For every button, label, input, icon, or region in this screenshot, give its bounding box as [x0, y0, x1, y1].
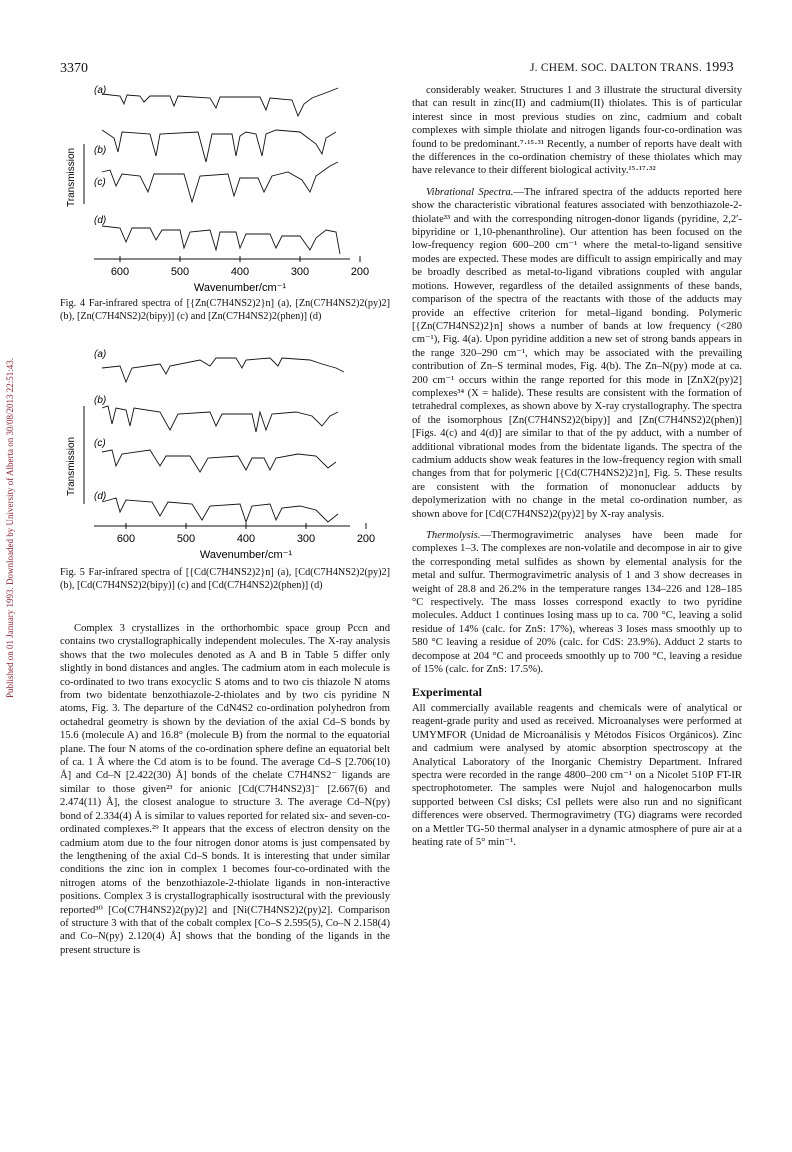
fig5-spectrum-c	[102, 450, 336, 472]
fig4-label-c: (c)	[94, 177, 106, 188]
fig4-label-d: (d)	[94, 215, 107, 226]
right-column-text	[412, 84, 742, 849]
fig5-tick-label: 400	[236, 533, 256, 545]
paragraph-vibrational-spectra	[412, 186, 742, 521]
journal-header	[530, 60, 734, 76]
fig4-label-a: (a)	[94, 85, 107, 96]
paragraph-structures-1-3: considerably weaker. Structures 1 and 3 illustrate the structural diversity that can result in zinc(II) and cadmium(II) thiolates. This is of particular interest since in most previous studies on zinc, cadmium and cobalt complexes with simple thiolate and nitrogen ligands four-co-ordination was found to be predominant.⁷·¹⁵·³¹ Recently, a number of reports have dealt with the differences in the co-ordination chemistry of these thiolates which may have relevance to their different biological activity.¹⁵·¹⁷·³²	[412, 85, 742, 177]
left-column-text	[60, 622, 390, 957]
journal-year: 1993	[705, 60, 734, 75]
thermolysis-body: —Thermogravimetric analyses have been made for complexes 1–3. The complexes are non-volatile and decompose in air to give the corresponding metal sulfides as shown by elemental analysis for the metal and sulfur. Thermogravimetric analysis of 1 and 3 show decreases in weight of 28.8 and 26.2% in the temperature ranges 134–226 and 128–185 °C respectively. The mass losses correspond exactly to two pyridine molecules. Adduct 1 continues losing mass up to ca. 700 °C, leaving a solid residue of 14% (calc. for ZnS: 17%), whereas 3 loses mass smoothly up to 580 °C leaving a residue of 20% (calc. for CdS: 23.9%). Adduct 2 starts to decompose at 204 °C and proceeds smoothly up to 700 °C, leaving a residue of 15% (calc. for ZnS: 17.5%).	[412, 530, 742, 676]
fig4-spectrum-a	[102, 88, 338, 116]
page-number: 3370	[60, 61, 88, 76]
fig5-tick-label: 600	[116, 533, 136, 545]
paragraph-experimental: All commercially available reagents and chemicals were of analytical or reagent-grade purity and used as received. Microanalyses were performed at UMYMFOR (Unidad de Microanálisis y Métodos Físicos Orgánicos). Zinc and cadmium were analysed by atomic absorption spectroscopy at the Analytical Laboratory of the Inorganic Chemistry Department. Infrared spectra were recorded in the range 4800–200 cm⁻¹ on a Nicolet 510P FT-IR spectrophotometer. The samples were Nujol and halogenocarbon mulls supported between CsI disks; CsI pellets were also run and no significant differences were observed. Thermogravimetry (TG) diagrams were recorded on a Mettler TG-50 thermal analyser in a dynamic atmosphere of pure air at a heating rate of 5° min⁻¹.	[412, 702, 742, 848]
fig5-y-axis-label: Transmission	[66, 436, 77, 496]
fig5-label-a: (a)	[94, 349, 107, 360]
section-heading-experimental: Experimental	[412, 685, 482, 700]
fig4-tick-label: 400	[230, 266, 250, 278]
run-in-heading-thermolysis: Thermolysis.	[426, 530, 481, 541]
fig5-label-d: (d)	[94, 491, 107, 502]
fig5-caption: Fig. 5 Far-infrared spectra of [{Cd(C7H4NS2)2}n] (a), [Cd(C7H4NS2)2(py)2] (b), [Cd(C7H4NS2)2(bipy)] (c) and [Cd(C7H4NS2)2(phen)] (d)	[60, 567, 390, 591]
fig4-tick-label: 600	[110, 266, 130, 278]
fig4-caption-block	[60, 298, 390, 323]
run-in-heading-vibrational: Vibrational Spectra.	[426, 186, 514, 198]
fig4-spectrum-b	[102, 130, 336, 162]
fig5-tick-label: 200	[356, 533, 376, 545]
fig5-caption-block	[60, 567, 390, 592]
fig4-spectrum-c	[102, 162, 338, 202]
fig5-spectrum-d	[102, 498, 338, 522]
fig5-tick-label: 300	[296, 533, 316, 545]
fig4-tick-label: 200	[350, 266, 370, 278]
fig4-caption: Fig. 4 Far-infrared spectra of [{Zn(C7H4NS2)2}n] (a), [Zn(C7H4NS2)2(py)2] (b), [Zn(C7H4NS2)2(bipy)] (c) and [Zn(C7H4NS2)2(phen)] (d)	[60, 298, 390, 322]
paragraph-thermolysis	[412, 529, 742, 676]
fig4-tick-label: 500	[170, 266, 190, 278]
figure-5-spectra	[60, 346, 390, 562]
fig4-spectrum-d	[102, 226, 340, 254]
fig4-y-axis-label: Transmission	[66, 147, 77, 207]
journal-name: J. CHEM. SOC. DALTON TRANS.	[530, 62, 702, 74]
fig5-label-c: (c)	[94, 438, 106, 449]
fig5-spectrum-a	[102, 358, 344, 382]
fig4-label-b: (b)	[94, 145, 107, 156]
vibrational-body: —The infrared spectra of the adducts reported here show the characteristic vibrational features associated with benzothiazole-2-thiolate³³ and with the corresponding nitrogen-donor ligands (pyridine, 2,2′-bipyridine or 1,10-phenanthroline). Our attention has been focused on the low-frequency region 600–200 cm⁻¹ where the metal-to-ligand sensitive modes are expected. These modes are difficult to assign empirically and may be broadly described as metal-to-ligand vibrations coupled with angular motions. However, regardless of the detailed assignments of these bands, comparison of the spectra of the reactants with those of the adducts may provide an effective criterion for metal–ligand bonding. Polymeric [{Zn(C7H4NS2)2}n] shows a number of bands at low frequency (<280 cm⁻¹), Fig. 4(a). Upon pyridine addition a new set of strong bands appears in the range 320–290 cm⁻¹, which may be associated with the prevailing contribution of Zn–S terminal modes, Fig. 4(b). The Zn–N(py) mode at ca. 200 cm⁻¹ occurs within the range reported for this mode in [ZnX2(py)2] complexes³⁴ (X = halide). These results are consistent with the formation of tetrahedral complexes, as shown above by X-ray crystallography. The spectra of the isomorphous [Zn(C7H4NS2)2(bipy)] and [Zn(C7H4NS2)2(phen)] [Figs. 4(c) and 4(d)] are similar to that of the py adduct, with a number of additional vibrational modes from the bidentate ligands. The spectra of the cadmium adducts show weak features in the low-frequency region with small changes from that for polymeric [{Cd(C7H4NS2)2}n], Fig. 5. These results are consistent with the formation of mononuclear adducts by depolymerization with no change in the metal co-ordination number, as shown above for [Cd(C7H4NS2)2(py)2] by X-ray analysis.	[412, 186, 742, 520]
fig5-x-axis-label: Wavenumber/cm⁻¹	[199, 549, 293, 561]
fig5-spectrum-b	[102, 406, 338, 432]
fig5-label-b: (b)	[94, 395, 107, 406]
figure-4-spectra	[60, 82, 390, 296]
fig4-tick-label: 300	[290, 266, 310, 278]
paragraph-structure-3: Complex 3 crystallizes in the orthorhombic space group Pccn and contains two crystallographically independent molecules. The X-ray analysis shows that the two molecules denoted as A and B in Table 5 differ only slightly in bond distances and angles. The cadmium atom in each molecule is co-ordinated to two trans exocyclic S atoms and to two cis thiazole N atoms from two bidentate benzothiazole-2-thiolates and by two cis pyridine N atoms, Fig. 3. The departure of the CdN4S2 co-ordination polyhedron from octahedral geometry is shown by the deviation of the axial Cd–S bonds by 15.6 (molecule A) and 16.8° (molecule B) from the normal to the equatorial plane. The four N atoms of the co-ordination sphere define an equatorial belt of ca. 1 Å where the Cd atom is to be found. The average Cd–S [2.706(10) Å] and Cd–N [2.422(30) Å] bonds of the chelate C7H4NS2⁻ ligands are similar to those given²³ for anionic [Cd(C7H4NS2)3]⁻ [2.667(6) and 2.474(11) Å], the closest analogue to structure 3. The average Cd–N(py) bond of 2.334(4) Å is similar to values reported for related six- and seven-co-ordinated complexes.²⁹ It appears that the excess of electron density on the cadmium atom due to the four nitrogen donor atoms is just compensated by the lengthening of the axial Cd–S bonds. It is interesting that under similar conditions the zinc ion in complex 1 becomes four-co-ordinated with the nitrogen atoms of the benzothiazole-2-thiolate ligands in non-interactive positions. Complex 3 is crystallographically isostructural with the previously reported³⁰ [Co(C7H4NS2)2(py)2] and [Ni(C7H4NS2)2(py)2]. Comparison of structure 3 with that of the cobalt complex [Co–S 2.595(5), Co–N 2.158(4) and Co–N(py) 2.120(4) Å] shows that the bonding of the ligands in the present structure is	[60, 623, 390, 956]
fig4-x-axis-label: Wavenumber/cm⁻¹	[193, 282, 287, 294]
download-watermark: Published on 01 January 1993. Downloaded by University of Alberta on 30/08/2013 22:51:43.	[5, 358, 15, 698]
fig5-tick-label: 500	[176, 533, 196, 545]
